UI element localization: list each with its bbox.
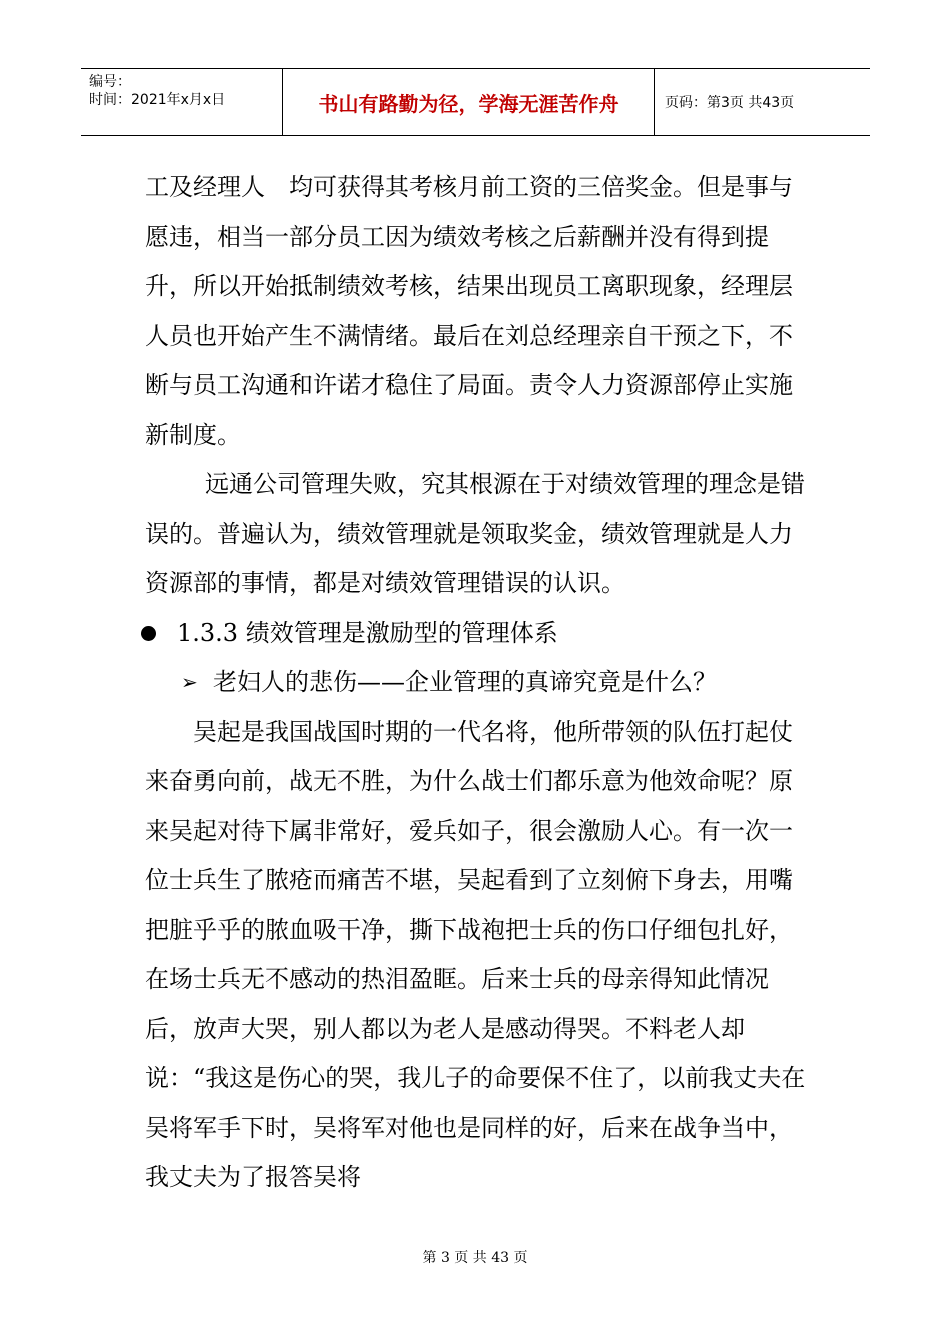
header-meta: [81, 69, 283, 135]
page-footer: 第 3 页 共 43 页: [422, 1250, 528, 1266]
paragraph-1: 工及经理人 均可获得其考核月前工资的三倍奖金。但是事与愿违，相当一部分员工因为绩效考核之后薪酬并没有得到提升，所以开始抵制绩效考核，结果出现员工离职现象，经理层人员也开始产生不满情绪。最后在刘总经理亲自干预之下，不断与员工沟通和许诺才稳住了局面。责令人力资源部停止实施新制度。: [145, 173, 793, 449]
bullet-item: [141, 609, 810, 659]
bullet-text: 1.3.3 绩效管理是激励型的管理体系: [177, 618, 558, 647]
header-motto: 书山有路勤为径，学海无涯苦作舟: [283, 69, 655, 135]
paragraph-2: 远通公司管理失败，究其根源在于对绩效管理的理念是错误的。普遍认为，绩效管理就是领取奖金，绩效管理就是人力资源部的事情，都是对绩效管理错误的认识。: [145, 470, 805, 597]
arrow-right-icon: ➢: [181, 670, 198, 694]
header-page-info: 页码：第3页 共43页: [665, 95, 795, 111]
serial-label: 编号：: [89, 74, 131, 90]
bullet-dot-icon: [141, 626, 156, 641]
time-label: 时间：2021年x月x日: [89, 92, 226, 108]
document-body: [145, 163, 810, 1203]
paragraph-3: 吴起是我国战国时期的一代名将，他所带领的队伍打起仗来奋勇向前，战无不胜，为什么战士们都乐意为他效命呢？原来吴起对待下属非常好，爱兵如子，很会激励人心。有一次一位士兵生了脓疮而痛苦不堪，吴起看到了立刻俯下身去，用嘴把脏乎乎的脓血吸干净，撕下战袍把士兵的伤口仔细包扎好，在场士兵无不感动的热泪盈眶。后来士兵的母亲得知此情况后，放声大哭，别人都以为老人是感动得哭。不料老人却说：“我这是伤心的哭，我儿子的命要保不住了，以前我丈夫在吴将军手下时，吴将军对他也是同样的好，后来在战争当中，我丈夫为了报答吴将: [145, 717, 806, 1191]
arrow-text: 老妇人的悲伤——企业管理的真谛究竟是什么？: [213, 668, 717, 696]
page-header: [81, 68, 870, 136]
arrow-item: [145, 658, 810, 708]
